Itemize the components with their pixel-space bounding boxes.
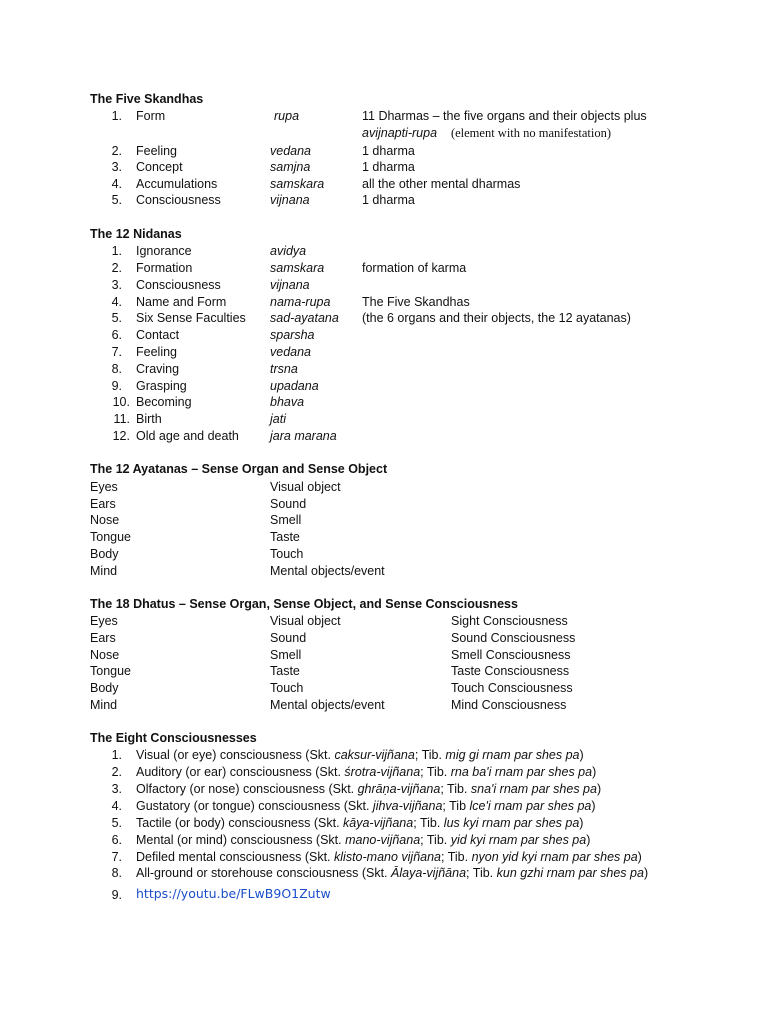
nidana-name: Contact xyxy=(136,328,180,342)
skandha-note: 1 dharma xyxy=(362,193,415,207)
nidana-number: 8. xyxy=(111,362,122,376)
dhatu-organ: Tongue xyxy=(90,664,132,678)
dhatu-object: Taste xyxy=(270,664,300,678)
nidana-name: Consciousness xyxy=(136,278,221,292)
dhatu-organ: Ears xyxy=(90,631,116,645)
ayatana-organ: Tongue xyxy=(90,530,132,544)
skandha-number: 5. xyxy=(111,193,122,207)
nidana-sanskrit: jara marana xyxy=(270,429,337,443)
link-number: 9. xyxy=(111,888,122,902)
consciousness-number: 4. xyxy=(111,799,122,813)
consciousness-number: 1. xyxy=(111,748,122,762)
consciousness-number: 3. xyxy=(111,782,122,796)
nidana-sanskrit: samskara xyxy=(270,261,325,275)
ayatana-organ: Body xyxy=(90,547,119,561)
nidana-name: Name and Form xyxy=(136,295,227,309)
nidana-note: The Five Skandhas xyxy=(362,295,470,309)
nidana-sanskrit: sparsha xyxy=(270,328,315,342)
nidana-number: 1. xyxy=(111,244,122,258)
skandha-note: 11 Dharmas – the five organs and their objects plus xyxy=(362,109,647,123)
skandha-number: 2. xyxy=(111,144,122,158)
ayatana-organ: Nose xyxy=(90,513,120,527)
dhatu-object: Touch xyxy=(270,681,304,695)
nidana-name: Ignorance xyxy=(136,244,192,258)
nidana-name: Old age and death xyxy=(136,429,239,443)
nidana-sanskrit: trsna xyxy=(270,362,298,376)
skandha-number: 1. xyxy=(111,109,122,123)
skandha-name: Accumulations xyxy=(136,177,218,191)
nidana-number: 12. xyxy=(112,429,130,443)
nidana-number: 11. xyxy=(113,412,130,426)
skandha-note: 1 dharma xyxy=(362,144,415,158)
dhatu-organ: Eyes xyxy=(90,614,118,628)
skandha-number: 3. xyxy=(111,160,122,174)
ayatana-organ: Mind xyxy=(90,564,118,578)
nidana-sanskrit: avidya xyxy=(270,244,307,258)
nidana-name: Grasping xyxy=(136,379,187,393)
nidana-name: Craving xyxy=(136,362,180,376)
consciousness-item: Tactile (or body) consciousness (Skt. kāya-vijñana; Tib. lus kyi rnam par shes pa) xyxy=(136,816,584,830)
consciousness-number: 2. xyxy=(111,765,122,779)
nidana-number: 5. xyxy=(111,311,122,325)
avijnapti-rupa-term: avijnapti-rupa xyxy=(362,126,438,140)
nidana-note: (the 6 organs and their objects, the 12 ayatanas) xyxy=(362,311,631,325)
consciousness-item: Mental (or mind) consciousness (Skt. mano-vijñana; Tib. yid kyi rnam par shes pa) xyxy=(136,833,591,847)
skandha-sanskrit: samjna xyxy=(270,160,311,174)
skandha-note: all the other mental dharmas xyxy=(362,177,521,191)
nidana-note: formation of karma xyxy=(362,261,467,275)
consciousness-item: Olfactory (or nose) consciousness (Skt. ghrāṇa-vijñana; Tib. sna'i rnam par shes pa) xyxy=(136,782,602,796)
consciousness-number: 5. xyxy=(111,816,122,830)
consciousness-item: Defiled mental consciousness (Skt. klisto-mano vijñana; Tib. nyon yid kyi rnam par shes pa) xyxy=(136,850,642,864)
ayatana-object: Mental objects/event xyxy=(270,564,385,578)
dhatu-consciousness: Smell Consciousness xyxy=(451,648,571,662)
ayatana-object: Taste xyxy=(270,530,300,544)
nidana-number: 2. xyxy=(111,261,122,275)
ayatana-object: Sound xyxy=(270,497,307,511)
dhatu-consciousness: Touch Consciousness xyxy=(451,681,573,695)
consciousness-number: 7. xyxy=(111,850,122,864)
dhatu-consciousness: Mind Consciousness xyxy=(451,698,567,712)
nidana-sanskrit: upadana xyxy=(270,379,319,393)
skandha-name: Feeling xyxy=(136,144,177,158)
nidana-number: 6. xyxy=(111,328,122,342)
nidana-name: Formation xyxy=(136,261,193,275)
ayatana-object: Touch xyxy=(270,547,304,561)
dhatu-consciousness: Taste Consciousness xyxy=(451,664,570,678)
dhatu-consciousness: Sight Consciousness xyxy=(451,614,568,628)
nidana-number: 3. xyxy=(111,278,122,292)
skandhas-heading: The Five Skandhas xyxy=(90,92,204,106)
avijnapti-rupa-gloss: (element with no manifestation) xyxy=(450,126,611,140)
dhatus-heading: The 18 Dhatus – Sense Organ, Sense Object, and Sense Consciousness xyxy=(90,597,518,611)
ayatana-organ: Eyes xyxy=(90,480,118,494)
nidana-number: 10. xyxy=(112,395,130,409)
skandha-number: 4. xyxy=(111,177,122,191)
nidana-number: 9. xyxy=(111,379,122,393)
ayatanas-heading: The 12 Ayatanas – Sense Organ and Sense Object xyxy=(90,462,388,476)
nidana-sanskrit: nama-rupa xyxy=(270,295,331,309)
consciousness-number: 8. xyxy=(111,866,122,880)
dhatu-consciousness: Sound Consciousness xyxy=(451,631,576,645)
nidana-sanskrit: sad-ayatana xyxy=(270,311,339,325)
consciousness-item: Visual (or eye) consciousness (Skt. caksur-vijñana; Tib. mig gi rnam par shes pa) xyxy=(136,748,584,762)
dhatu-organ: Nose xyxy=(90,648,120,662)
skandha-sanskrit: rupa xyxy=(274,109,300,123)
nidana-name: Birth xyxy=(136,412,162,426)
skandha-note: 1 dharma xyxy=(362,160,415,174)
nidana-number: 7. xyxy=(111,345,122,359)
dhatu-object: Smell xyxy=(270,648,302,662)
skandha-note-continued xyxy=(362,125,611,141)
nidana-sanskrit: bhava xyxy=(270,395,305,409)
nidana-name: Feeling xyxy=(136,345,177,359)
dhatu-object: Mental objects/event xyxy=(270,698,385,712)
consciousnesses-heading: The Eight Consciousnesses xyxy=(90,731,257,745)
ayatana-object: Visual object xyxy=(270,480,341,494)
consciousness-item: All-ground or storehouse consciousness (Skt. Ālaya-vijñāna; Tib. kun gzhi rnam par shes pa) xyxy=(136,866,649,880)
nidana-sanskrit: jati xyxy=(270,412,286,426)
dhatu-object: Sound xyxy=(270,631,307,645)
skandha-name: Concept xyxy=(136,160,183,174)
skandha-sanskrit: vedana xyxy=(270,144,312,158)
dhatu-organ: Mind xyxy=(90,698,118,712)
consciousness-item: Auditory (or ear) consciousness (Skt. śrotra-vijñana; Tib. rna ba'i rnam par shes pa) xyxy=(136,765,597,779)
skandha-name: Form xyxy=(136,109,166,123)
consciousness-item: Gustatory (or tongue) consciousness (Skt. jihva-vijñana; Tib lce'i rnam par shes pa) xyxy=(136,799,596,813)
ayatana-object: Smell xyxy=(270,513,302,527)
consciousness-number: 6. xyxy=(111,833,122,847)
nidana-name: Becoming xyxy=(136,395,192,409)
dhatu-object: Visual object xyxy=(270,614,341,628)
nidana-sanskrit: vijnana xyxy=(270,278,310,292)
nidanas-heading: The 12 Nidanas xyxy=(90,227,182,241)
dhatu-organ: Body xyxy=(90,681,119,695)
skandha-name: Consciousness xyxy=(136,193,221,207)
ayatana-organ: Ears xyxy=(90,497,116,511)
nidana-sanskrit: vedana xyxy=(270,345,312,359)
nidana-number: 4. xyxy=(111,295,122,309)
youtube-link[interactable]: https://youtu.be/FLwB9O1Zutw xyxy=(136,886,331,901)
skandha-sanskrit: samskara xyxy=(270,177,325,191)
nidana-name: Six Sense Faculties xyxy=(136,311,246,325)
skandha-sanskrit: vijnana xyxy=(270,193,310,207)
